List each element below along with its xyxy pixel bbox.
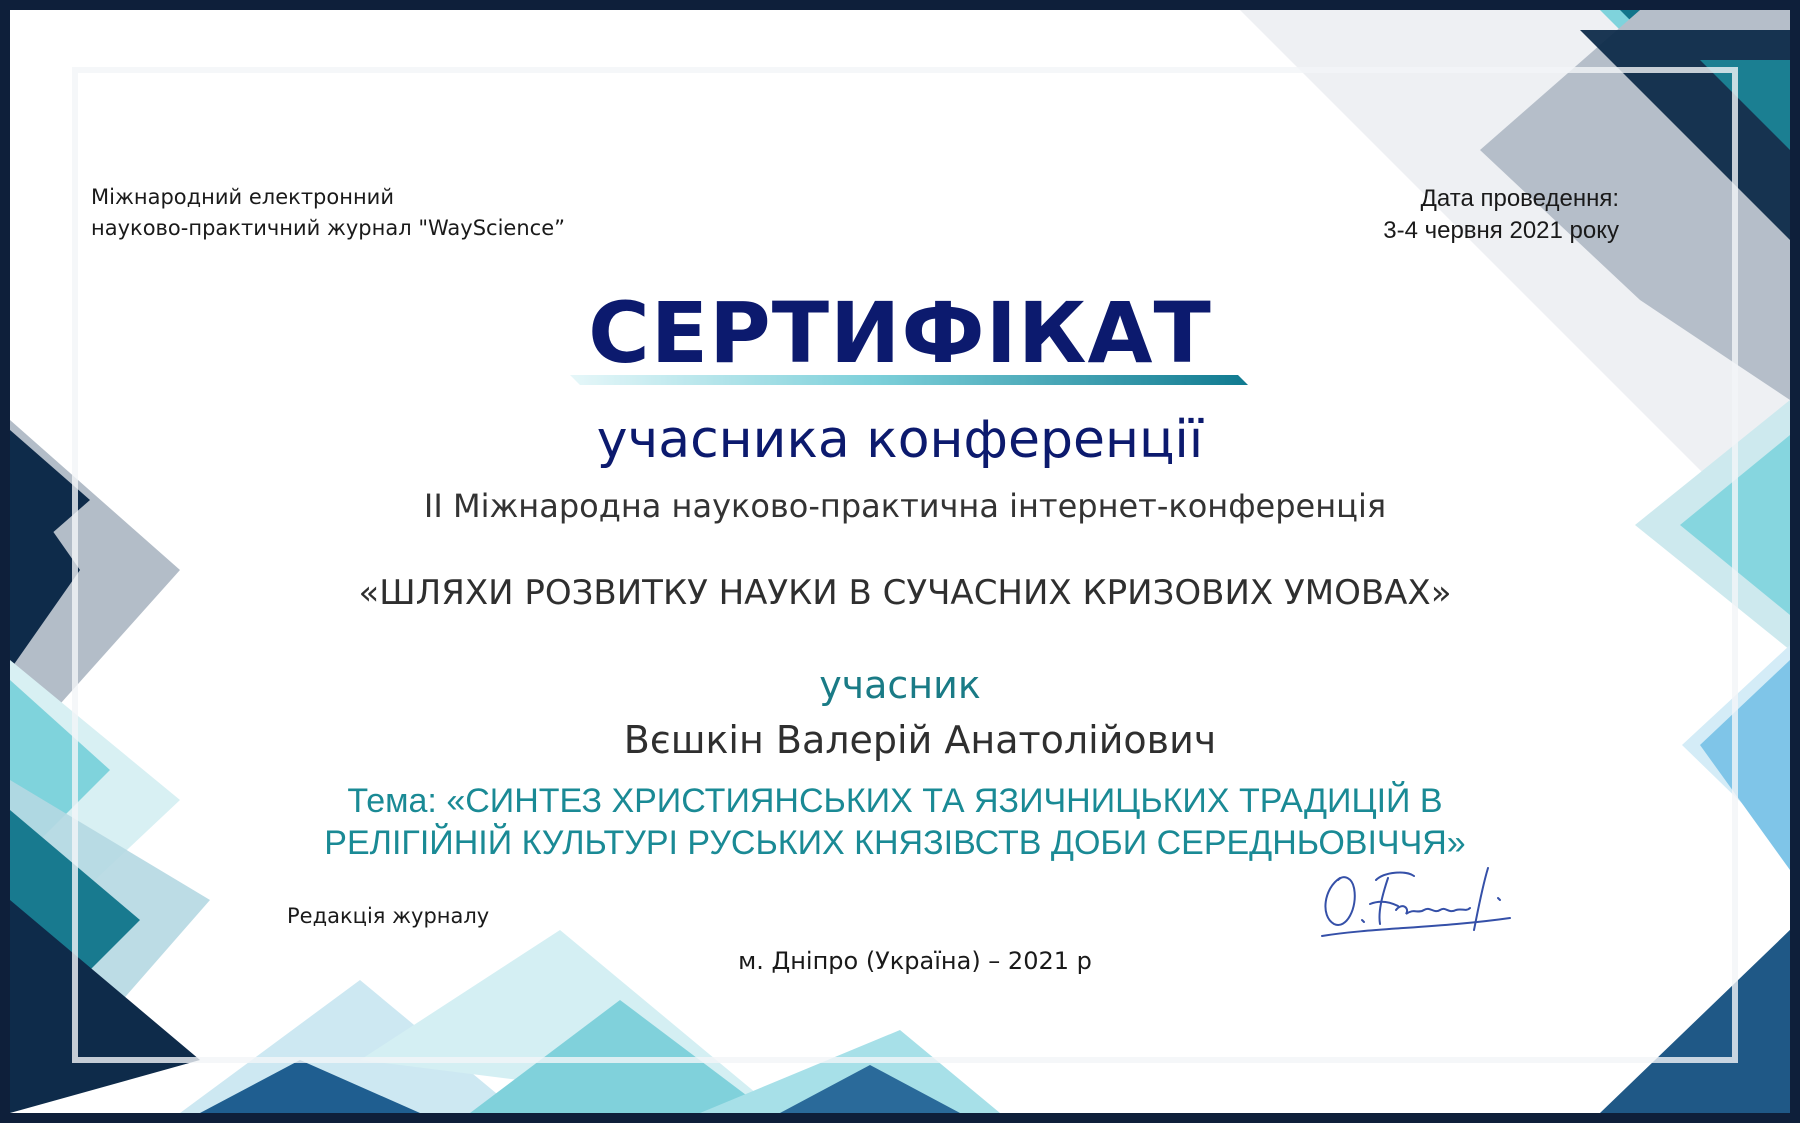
date-value: 3-4 червня 2021 року <box>1383 217 1619 244</box>
editorial-label: Редакція журналу <box>287 904 490 928</box>
presentation-topic <box>0 780 1790 864</box>
participant-role: учасник <box>819 663 981 707</box>
certificate-title: СЕРТИФІКАТ <box>588 284 1212 382</box>
editor-signature <box>1310 858 1530 948</box>
journal-name <box>91 182 565 244</box>
conference-name: «ШЛЯХИ РОЗВИТКУ НАУКИ В СУЧАСНИХ КРИЗОВИХ УМОВАХ» <box>358 573 1452 613</box>
certificate-subtitle: учасника конференції <box>596 410 1204 470</box>
date-label: Дата проведення: <box>1420 185 1619 212</box>
city-year: м. Дніпро (Україна) – 2021 р <box>738 947 1092 975</box>
conference-type: ІІ Міжнародна науково-практична інтернет-конференція <box>423 487 1387 525</box>
journal-line-2: науково-практичний журнал "WayScience” <box>91 216 565 240</box>
journal-line-1: Міжнародний електронний <box>91 185 394 209</box>
event-date <box>1383 183 1619 247</box>
topic-line-2: РЕЛІГІЙНІЙ КУЛЬТУРІ РУСЬКИХ КНЯЗІВСТВ ДОБИ СЕРЕДНЬОВІЧЧЯ» <box>324 824 1466 862</box>
participant-name: Вєшкін Валерій Анатолійович <box>623 718 1217 762</box>
topic-line-1: Тема: «СИНТЕЗ ХРИСТИЯНСЬКИХ ТА ЯЗИЧНИЦЬКИХ ТРАДИЦІЙ В <box>347 782 1443 820</box>
